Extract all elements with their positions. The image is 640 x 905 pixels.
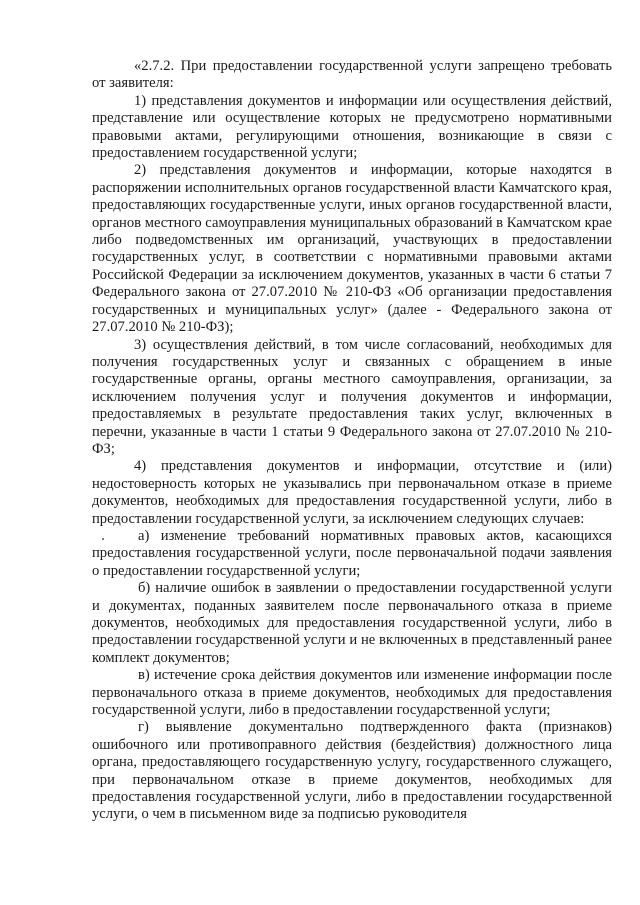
subitem-v: в) истечение срока действия документов или изменение информации после первоначального отказа в приеме документов, необходимых для предоставления государственной услуги, либо в предоставлении государственной услуги;: [92, 667, 612, 719]
subitem-g: г) выявление документально подтвержденного факта (признаков) ошибочного или противоправного действия (бездействия) должностного лица органа, предоставляющего государственную услугу, государственного служащего, при первоначальном отказе в приеме документов, необходимых для предоставления государственной услуги, либо в предоставлении государственной услуги, о чем в письменном виде за подписью руководителя: [92, 719, 612, 823]
document-body: [92, 58, 612, 824]
item-3: 3) осуществления действий, в том числе согласований, необходимых для получения государственных услуг и связанных с обращением в иные государственные органы, органы местного самоуправления, организации, за исключением получения услуг и получения документов и информации, предоставляемых в результате предоставления таких услуг, включенных в перечни, указанные в части 1 статьи 9 Федерального закона от 27.07.2010 № 210-ФЗ;: [92, 336, 612, 457]
item-4: 4) представления документов и информации, отсутствие и (или) недостоверность которых не указывались при первоначальном отказе в приеме документов, необходимых для предоставления государственной услуги, либо в предоставлении государственной услуги, за исключением следующих случаев:: [92, 458, 612, 527]
subitem-a: а) изменение требований нормативных правовых актов, касающихся предоставления государственной услуги, после первоначальной подачи заявления о предоставлении государственной услуги;: [92, 527, 612, 579]
scan-speck: [102, 538, 104, 540]
item-1: 1) представления документов и информации или осуществления действий, представление или осуществление которых не предусмотрено нормативными правовыми актами, регулирующими отношения, возникающие в связи с предоставлением государственной услуги;: [92, 92, 612, 162]
subitem-b: б) наличие ошибок в заявлении о предоставлении государственной услуги и документах, поданных заявителем после первоначального отказа в приеме документов, необходимых для предоставления государственной услуги, либо в предоставлении государственной услуги и не включенных в представленный ранее комплект документов;: [92, 580, 612, 666]
section-heading-2-7-2: «2.7.2. При предоставлении государственной услуги запрещено требовать от заявителя:: [92, 58, 612, 92]
item-2: 2) представления документов и информации, которые находятся в распоряжении исполнительных органов государственной власти Камчатского края, предоставляющих государственные услуги, иных органов государственной власти, органов местного самоуправления муниципальных образований в Камчатском крае либо подведомственных им организаций, участвующих в предоставлении государственных услуг, в соответствии с нормативными правовыми актами Российской Федерации за исключением документов, указанных в части 6 статьи 7 Федерального закона от 27.07.2010 № 210-ФЗ «Об организации предоставления государственных и муниципальных услуг» (далее - Федерального закона от 27.07.2010 № 210-ФЗ);: [92, 162, 613, 336]
